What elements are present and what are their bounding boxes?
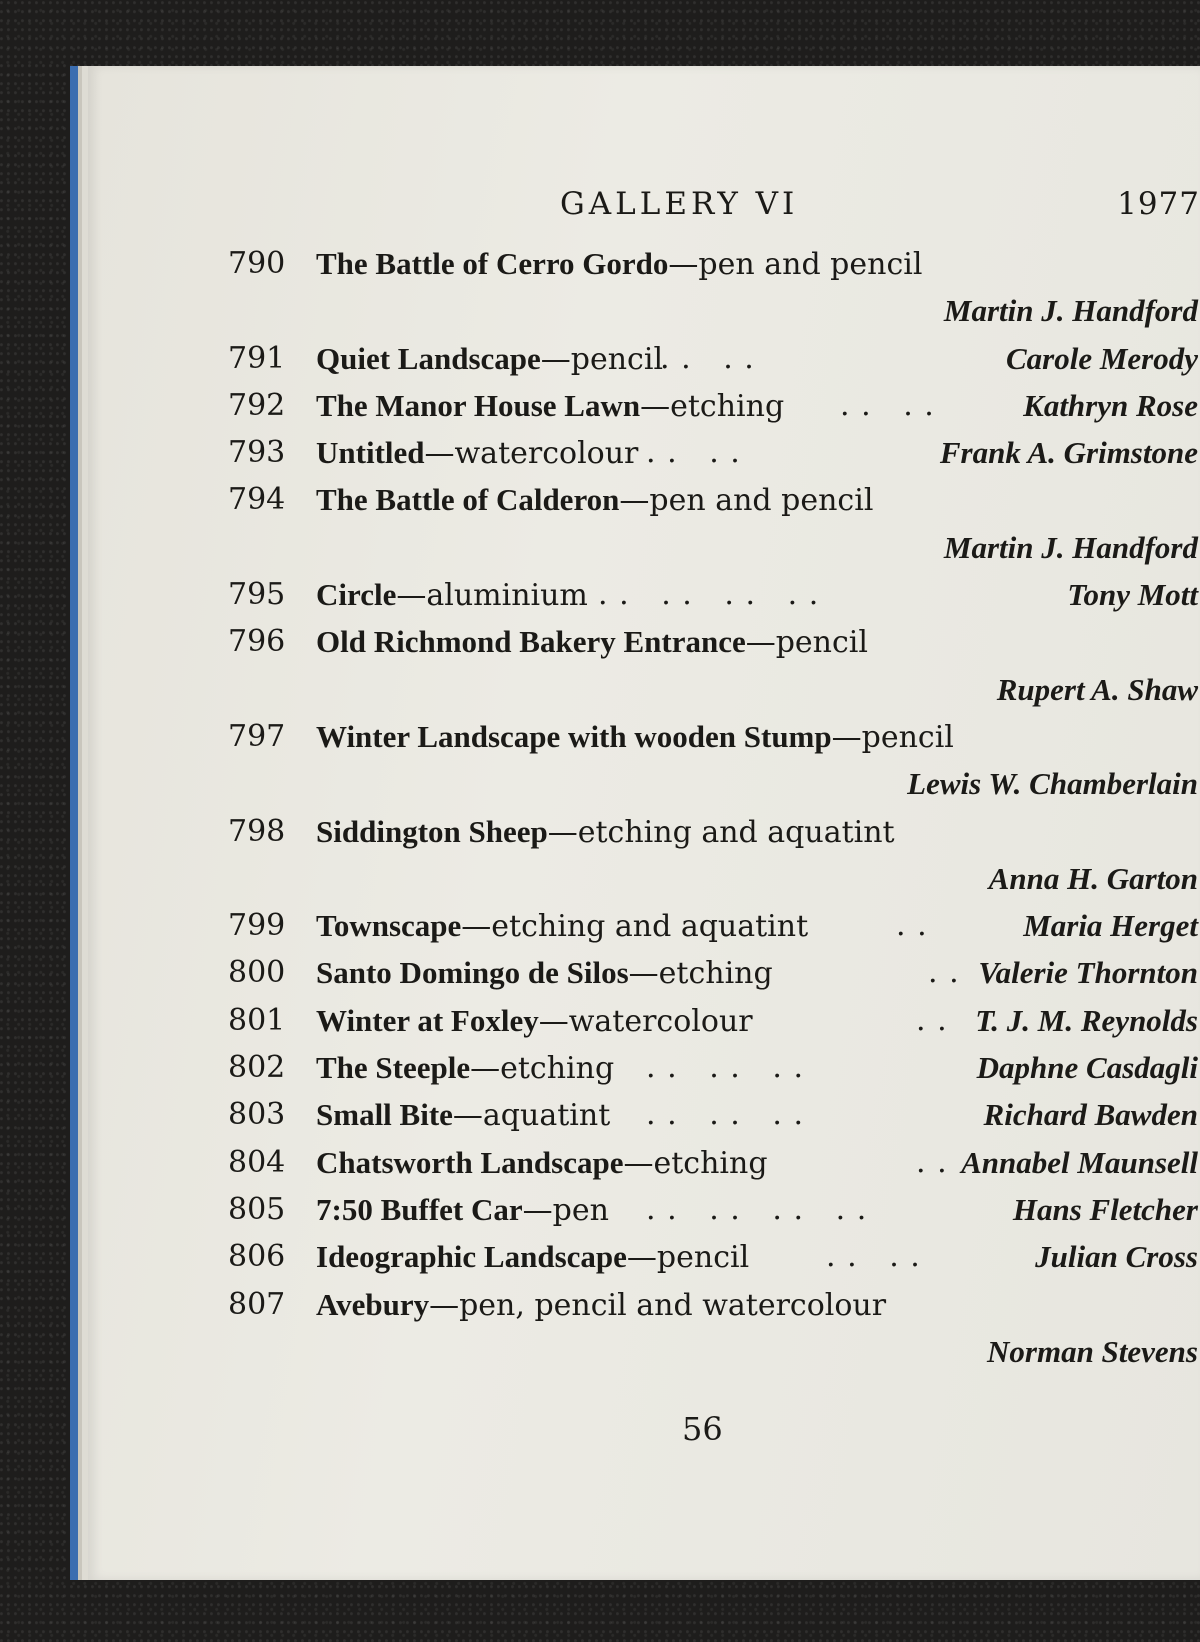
dot-leader: . . . . . . [646, 1050, 805, 1086]
dot-leader: . . . . . . . . [598, 577, 820, 613]
dot-leader: . . . . [826, 1239, 921, 1275]
entry-number: 799 [228, 908, 286, 944]
entry-title: Winter at Foxley [316, 1002, 539, 1038]
entry-medium: —pencil [831, 719, 954, 755]
dot-leader: . . [916, 1002, 948, 1038]
entry-row [228, 808, 1200, 855]
entry-number: 801 [228, 1002, 286, 1038]
entry-medium: —etching and aquatint [461, 909, 809, 945]
entry-artist: Julian Cross [1035, 1239, 1198, 1275]
entry-medium: —pencil [745, 625, 868, 661]
entry-number: 795 [228, 577, 286, 613]
entry-number: 805 [228, 1191, 286, 1227]
entry-row [228, 1139, 1200, 1186]
entry-title-line [316, 1091, 610, 1139]
entry-artist-row [228, 524, 1200, 571]
entry-artist: Richard Bawden [983, 1097, 1198, 1133]
entry-artist: Kathryn Rose [1023, 387, 1198, 423]
entry-number: 797 [228, 718, 286, 754]
dot-leader: . . [916, 1144, 948, 1180]
entry-number: 790 [228, 246, 286, 281]
entry-title-line [316, 382, 784, 430]
entry-number: 794 [228, 482, 286, 518]
entry-row [228, 713, 1200, 760]
entry-title: Townscape [316, 908, 462, 944]
entry-medium: —etching and aquatint [547, 814, 895, 850]
entry-medium: —etching [623, 1145, 768, 1181]
catalogue-year: 1977 [1117, 186, 1200, 222]
entry-title-line [316, 1139, 768, 1187]
entry-row [228, 997, 1200, 1044]
entry-row [228, 902, 1200, 949]
catalogue-page [88, 66, 1200, 1580]
entry-medium: —etching [470, 1051, 615, 1087]
entry-row [228, 1091, 1200, 1138]
entry-medium: —watercolour [538, 1003, 753, 1039]
entry-medium: —pen and pencil [619, 483, 874, 519]
entry-list [228, 240, 1200, 1375]
entry-title-line [316, 429, 638, 477]
entry-number: 804 [228, 1144, 286, 1180]
entry-row [228, 429, 1200, 476]
entry-artist: Anna H. Garton [988, 860, 1198, 896]
gallery-title: GALLERY VI [560, 186, 799, 222]
entry-number: 792 [228, 387, 286, 423]
entry-artist: Carole Merody [1005, 340, 1198, 376]
dot-leader: . . [928, 955, 960, 991]
entry-title-line [316, 335, 663, 383]
dot-leader: . . . . [840, 387, 935, 423]
entry-artist-row [228, 666, 1200, 713]
entry-title-line [316, 571, 588, 619]
dot-leader: . . . . [646, 435, 741, 471]
entry-row [228, 476, 1200, 523]
entry-artist: Valerie Thornton [978, 955, 1198, 991]
dot-leader: . . . . . . [646, 1097, 805, 1133]
entry-number: 806 [228, 1239, 286, 1275]
entry-medium: —pen, pencil and watercolour [429, 1287, 887, 1323]
entry-medium: —pencil [540, 341, 664, 377]
entry-row [228, 382, 1200, 429]
entry-medium: —etching [640, 388, 785, 424]
entry-title: Avebury [316, 1286, 430, 1322]
entry-row [228, 949, 1200, 996]
entry-row [228, 1281, 1200, 1328]
entry-title: Circle [316, 577, 397, 613]
entry-title: Winter Landscape with wooden Stump [316, 718, 832, 754]
entry-number: 803 [228, 1097, 286, 1133]
dot-leader: . . . . [660, 340, 755, 376]
entry-artist: Hans Fletcher [1012, 1191, 1198, 1227]
entry-row [228, 1044, 1200, 1091]
entry-artist: Norman Stevens [987, 1333, 1198, 1369]
entry-number: 802 [228, 1050, 286, 1086]
entry-title: Siddington Sheep [316, 813, 548, 849]
entry-title-line [316, 1044, 614, 1092]
entry-title-line [316, 476, 873, 524]
entry-number: 807 [228, 1286, 286, 1322]
entry-artist-row [228, 760, 1200, 807]
entry-medium: —watercolour [424, 436, 639, 472]
entry-medium: —etching [628, 956, 773, 992]
entry-title: The Battle of Calderon [316, 482, 620, 518]
entry-artist: Daphne Casdagli [976, 1050, 1198, 1086]
entry-artist: Lewis W. Chamberlain [907, 766, 1198, 802]
entry-row [228, 1233, 1200, 1280]
entry-title: Ideographic Landscape [316, 1239, 627, 1275]
entry-artist-row [228, 287, 1200, 334]
entry-artist: Rupert A. Shaw [996, 671, 1198, 707]
entry-title-line [316, 618, 868, 666]
entry-artist: Tony Mott [1067, 577, 1198, 613]
entry-artist: Frank A. Grimstone [939, 435, 1198, 471]
entry-title: Quiet Landscape [316, 340, 541, 376]
entry-title-line [316, 808, 895, 856]
entry-title: Old Richmond Bakery Entrance [316, 624, 746, 660]
entry-title-line [316, 949, 773, 997]
entry-row [228, 240, 1200, 287]
entry-artist-row [228, 855, 1200, 902]
entry-row [228, 571, 1200, 618]
entry-title-line [316, 902, 808, 950]
entry-title-line [316, 1186, 609, 1234]
entry-medium: —pen and pencil [668, 247, 923, 282]
dot-leader: . . . . . . . . [646, 1191, 868, 1227]
entry-number: 800 [228, 955, 286, 991]
entry-artist: Annabel Maunsell [961, 1144, 1198, 1180]
entry-artist: T. J. M. Reynolds [975, 1002, 1198, 1038]
entry-artist: Martin J. Handford [943, 529, 1198, 565]
entry-title: Santo Domingo de Silos [316, 955, 629, 991]
entry-number: 798 [228, 813, 286, 849]
entry-artist-row [228, 1328, 1200, 1375]
entry-title: The Steeple [316, 1050, 471, 1086]
entry-title: Small Bite [316, 1097, 453, 1133]
running-head [88, 186, 1200, 236]
entry-medium: —pencil [626, 1240, 750, 1276]
entry-title-line [316, 240, 922, 288]
page-number: 56 [682, 1410, 723, 1448]
dot-leader: . . [896, 908, 928, 944]
entry-artist: Maria Herget [1023, 908, 1198, 944]
entry-title: Chatsworth Landscape [316, 1144, 624, 1180]
entry-title-line [316, 713, 954, 761]
entry-title: The Manor House Lawn [316, 387, 641, 423]
entry-number: 793 [228, 435, 286, 471]
entry-row [228, 335, 1200, 382]
entry-medium: —aluminium [396, 578, 588, 614]
entry-title: The Battle of Cerro Gordo [316, 246, 669, 281]
entry-title-line [316, 1233, 749, 1281]
entry-row [228, 1186, 1200, 1233]
entry-medium: —aquatint [452, 1098, 611, 1134]
entry-artist: Martin J. Handford [943, 293, 1198, 329]
entry-title: 7:50 Buffet Car [316, 1191, 523, 1227]
entry-number: 791 [228, 340, 286, 376]
entry-row [228, 618, 1200, 665]
entry-title-line [316, 1281, 886, 1329]
page-edge [70, 66, 90, 1580]
entry-title: Untitled [316, 435, 425, 471]
entry-title-line [316, 997, 753, 1045]
entry-medium: —pen [522, 1192, 609, 1228]
entry-number: 796 [228, 624, 286, 660]
